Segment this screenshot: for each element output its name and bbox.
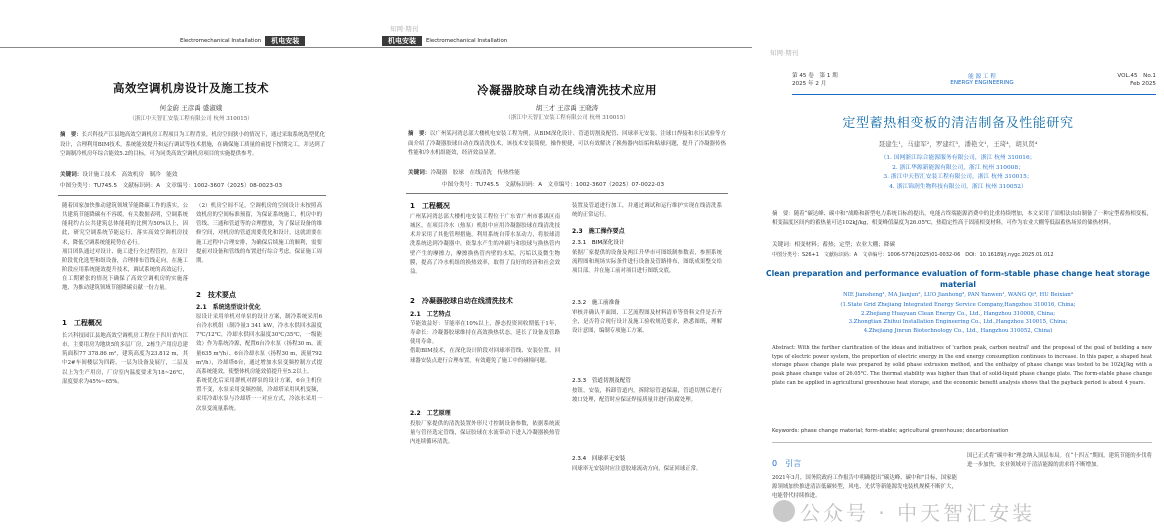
- abstract: [60, 131, 325, 160]
- source-watermark: 知网·期刊: [770, 49, 799, 57]
- header-rule: [382, 47, 752, 48]
- body-column-2c: 审核并确认平面图、工艺流程图及材料清单等资料文件是否齐全，是否符合现行设计及施工验收规范要求，熟悉图纸，理解设计意图，编制专项施工方案。: [572, 310, 722, 335]
- journal-name-zh: 能 源 工 程: [968, 74, 996, 80]
- article-title-en: Clean preparation and performance evaluation of form-stable phase change heat storage material: [766, 269, 1150, 289]
- keywords-zh: 关键词：相变材料；蓄热；定型；农业大棚；降碳: [772, 242, 896, 248]
- article-title: 定型蓄热相变板的清洁制备及性能研究: [842, 116, 1074, 131]
- subsection-heading: 2.1 工艺特点: [410, 311, 451, 318]
- keywords-text: 冷凝器 胶球 在线清洗 传热性能: [430, 170, 520, 176]
- section-heading: 2 技术要点: [196, 291, 236, 299]
- affiliation-line-en: 3.Zhongtian Zhihui Installation Engineering Co., Ltd.,Hangzhou 310015, China;: [848, 319, 1068, 326]
- body-column-2e: 回球率无安装时应注意胶球流动方向，保证回球正常。: [572, 466, 702, 472]
- abstract-rule: [406, 193, 728, 194]
- document-page-2: [382, 0, 752, 532]
- subsection-heading: 2.3.2 施工前准备: [572, 300, 620, 306]
- affiliation-line: 3. 浙江中天智汇安装工程有限公司，浙江 杭州 310015；: [883, 174, 1033, 180]
- section-heading: 2 冷凝器胶球自动在线清洗技术: [410, 297, 513, 305]
- subsection-heading: 2.3 施工操作要点: [572, 228, 625, 235]
- body-column-1c: 投胶厂家提供的清洗装置外形尺寸控制设备参数，依据系统流量与管径选定管线，保证胶球在水流带动下进入冷凝器换热管内连续循环清洗。: [410, 421, 560, 446]
- article-title: 高效空调机房设计及施工技术: [113, 81, 269, 95]
- source-watermark: 知网·期刊: [390, 25, 419, 33]
- body-column-1: 随着国家加快推动建筑领域节能降碳工作的落实，公共建筑节能降碳有不容缓，有关数据表明，空调系统能耗约占公共建筑总体能耗的比例为50%以上，因此，研究空调系统节能运行，落实高效空调机房技术，降低空调系统能耗势在必行。 项目团队通过对设计、施工进行全过程管控，在设计阶段优化选型和组设备，合理排布管线走向，在施工阶段应用系统能效提升技术，调试系统的高效运行，在工期紧张的情况下确保了高效空调机房的实施落地，为推动建筑领域节能降碳贡献一份力量。: [62, 203, 188, 292]
- body-column-2d: 按钮，安装，拆卸管道内，拆除原管道保温，管道切割后进行坡口处理，配管时应保证焊接质量并进行防腐处理。: [572, 388, 722, 404]
- page-header: [180, 36, 305, 46]
- article-authors-en: NIE Jiansheng¹, MA Jianjun², LUO Jianhong³, PAN Yanwen¹, WANG Qi⁴, HU Beixian⁴: [843, 292, 1073, 298]
- keywords: [60, 170, 178, 178]
- keywords: [408, 168, 520, 176]
- body-column-1b: 长兴科技园江县地高效空调机房工程位于四川省内江市，主要用房为地块5的多层厂房，2栋生产用房总建筑面积77 378.86 m²，建筑高度为23.812 m，其中2#车间楼层为四跨，一层为设备及展厅，二层及以上为生产用房，厂房室内温度要求为18~26℃，湿度要求为45%~65%。: [62, 333, 188, 385]
- subsection-heading: 2.3.1 BIM深化设计: [572, 240, 625, 246]
- subsection-heading: 2.1 系统选型设计优化: [196, 304, 261, 311]
- section-heading: 0 引言: [772, 459, 802, 468]
- article-authors: 聂建生¹，马建军²，罗建红³，潘艳文¹，王琦⁴，胡贝贤⁴: [878, 140, 1038, 148]
- abstract-text: 以广州某河湾总部大楼机电安装工程为例，从BIM深化设计、管道切割及配管、回球率无安装、注球口焊接和水压试验等方面介绍了冷凝器胶球自动在线清洗技术，该技术安装简便，操作便捷，可以有效解决了换热器内结垢和粘球问题，提升了冷凝器传热性能和冷水机组能效，经济效益显著。: [408, 131, 726, 156]
- body-column-2b: 依据厂家提供的设备及两江升华市可图纸制参数表，参照系统流程图和现场实际条件进行设备及管路排布，图纸成果整交给项目部，并在施工前对项目进行图纸交底。: [572, 250, 722, 275]
- affiliation-line-en: (1.State Grid Zhejiang Integrated Energy Service Company,Hangzhou 310016, China;: [840, 302, 1076, 308]
- classification-line: 中图分类号：TU745.5 文献标识码：A 文章编号：1002-3607（2025）07-0022-03: [442, 182, 665, 188]
- subsection-heading: 2.2 工艺原理: [410, 410, 451, 417]
- abstract-en: Abstract: With the further clarification of the ideas and initiatives of 'carbon peak, carbon neutral' and the proposal of the goal of building a new type of electric power system, the proportion of electric energy in the end energy consumption continues to increase. In this paper, a shaped heat storage phase change plate was prepared by solid phase extrusion method, and the enthalpy of phase change was tested to be 102kJ/kg with a peak phase change value of 26.05℃. The thermal stability was higher than that of solid-liquid phase change plate. The form-stable phase change plate can be applied in agricultural greenhouse heat storage, and the economic benefit analysis shows that the payback period is about 4 years.: [772, 345, 1152, 386]
- article-affiliation: （浙江中天智汇安装工程有限公司 杭州 310015）: [129, 116, 253, 122]
- page-header: [382, 36, 507, 46]
- body-column-2: （2）机房空间不足，空调机房的空间设计未按照高效机房的空间标准预留，为保证系统施工，机房中的管线、三通和管道等的合理摆放，为了保证设备的维修空间，对机房的管道需要优化和设计，这就需要在施工过程中合理安排，为确保后续施工的顺利，需要提前对设备和管线的布置进行综合考虑，保证施工周期。: [196, 203, 322, 264]
- affiliation-line: 4. 浙江锦润生物科技有限公司，浙江 杭州 310052）: [889, 183, 1027, 190]
- abstract: [408, 130, 726, 159]
- body-column-1b: 节能效益好：节能率在10%以上，静态投资回收期低于1年，寿命长：冷凝器胶球维持在高效换热状态，延长了设备及管路使用寿命。 借助BIM技术，在深化设计阶段对回球率管线、安装位置、回球器安装点进行合理布置，有效避免了施工中的碰撞问题。: [410, 321, 560, 364]
- subsection-heading: 2.3.4 回球率无安装: [572, 456, 626, 462]
- affiliation-line: 2. 浙江华源新能源有限公司，浙江 杭州 310008；: [892, 164, 1024, 171]
- classification-line: 中图分类号：S26+1 文献标识码：A 文章编号：1006-5776(2025)01-0032-06 DOI：10.16189/j.nygc.2025.01.012: [772, 252, 1054, 258]
- affiliation-line: （1. 国网浙江综合能源服务有限公司，浙江 杭州 310016；: [880, 155, 1036, 161]
- header-en: Electromechanical Installation: [180, 38, 262, 44]
- section-heading: 1 工程概况: [62, 319, 102, 327]
- header-rule: [0, 47, 382, 48]
- header-tag: 机电安装: [265, 36, 305, 46]
- article-title: 冷凝器胶球自动在线清洗技术应用: [477, 83, 657, 97]
- article-affiliation: （浙江中天智汇安装工程有限公司 杭州 310015）: [505, 115, 629, 121]
- classification-line: 中图分类号：TU745.5 文献标识码：A 文章编号：1002-3607（2025）08-0023-03: [60, 183, 283, 189]
- abstract-text: 长兴科技产江县地高效空调机房工程项目为工程背景，机房空间狭小的情况下，通过采取系统选型优化设计，合理利用BIM技术，系统能效提升和运行调试等技术措施，在确保施工质量的前提下按期完工，并达到了空调制冷机房年综合能效5.2的目标，可为同类高效空调机房项目的实施提供参考。: [60, 132, 325, 157]
- journal-issue: 第 45 卷 第 1 期 2025 年 2 月: [792, 73, 838, 87]
- journal-volume: VOL.45 No.1 Feb 2025: [1117, 73, 1156, 87]
- watermark-logo-icon: [773, 500, 795, 522]
- keywords-label: 关键词：: [408, 170, 431, 176]
- abstract-label: 摘 要：: [60, 132, 82, 138]
- section-heading: 1 工程概况: [410, 202, 450, 210]
- abstract-zh: 摘 要：随着“碳达峰、碳中和”战略和新型电力系统目标的提出，电能占终端能源消费中的比重持续增加，本文采用了固相法由由制备了一种定型蓄热相变板，相变温度区间内的蓄热量可达102kJ/kg，相变峰值温度为26.05℃，热稳定性高于固液相变材料，可作为农业大棚等低温蓄热场景的储热材料。: [772, 211, 1152, 226]
- body-column-2: 装置及管道进行加工，并通过调试和运行维护实现在线清洗系统的正常运行。: [572, 203, 722, 219]
- keywords-text: 设计施工技术 高效机房 制冷 能效: [82, 172, 178, 178]
- article-authors: 何金蔚 王彦禹 盛淑娥: [159, 104, 223, 112]
- header-tag: 机电安装: [382, 36, 422, 46]
- journal-header: [792, 72, 1156, 94]
- body-column-2b: 原设计采用单机对单泵的设计方案，制冷系统采用6台冷水机组（制冷量3 341 kW，冷水水供回水温度7℃/12℃，冷却水供回水温度30℃/35℃，一级能效）作为系统冷源，配置6台冷水泵（扬程30 m，流量635 m³/h）、6台冷却水泵（扬程30 m，流量792 m³/h），冷却塔6台，通过增加水泵变频控制方式提高系统能效，使整体机房能效值提升至5.2以上。 系统优化后采用群机对群泵的设计方案，6台主机位置不变，水泵采用变频控制，冷却塔采用风机变频，采用冷却水泵与冷却塔一一对应方式，冷冻水采用一次泵变流量系统。: [196, 314, 322, 412]
- document-page-1: [0, 0, 382, 532]
- intro-column-1: 2021年3月，国务院政府工作报告中明确提出“碳达峰、碳中和”目标，国家能源领域加快推进清洁低碳转型，风电、光伏等新能源发电装机规模不断扩大，电能替代持续推进。: [772, 475, 957, 500]
- article-authors: 胡三才 王彦禹 王晓涛: [535, 104, 599, 112]
- abstract-rule: [772, 442, 1152, 443]
- keywords-label: 关键词：: [60, 172, 83, 178]
- journal-name-en: ENERGY ENGINEERING: [950, 80, 1014, 86]
- watermark-text: 公众号 · 中天智汇安装: [800, 501, 1036, 525]
- affiliation-line-en: 4.Zhejiang Jinrun Biotechnology Co., Ltd., Hangzhou 310052, China): [863, 327, 1053, 334]
- subsection-heading: 2.3.3 管道切割及配管: [572, 378, 631, 384]
- body-column-1: 广州某河湾总部大楼机电安装工程位于广东省广州市番禺区南城区，在项目冷水（热泵）机组中应用冷凝器胶球在线清洗技术并采用了其他管理措施，利用系统自带水泵动力，将胶球清洗系统送到冷凝器中，依靠水产生的冲刷与和胶球与换热管内壁产生的摩擦力，摩擦换热管内壁的水垢，污垢以及微生物膜，提高了冷水机组的换热效率，取得了良好的经济和社会效益。: [410, 214, 560, 275]
- abstract-label: 摘 要：: [408, 131, 430, 137]
- journal-rule: [792, 94, 1156, 95]
- keywords-en: Keywords: phase change material; form-stable; agricultural greenhouse; decarbonisation: [772, 428, 1009, 434]
- affiliation-line-en: 2.Zhejiang Huayuan Clean Energy Co., Ltd., Hangzhou 310008, China;: [860, 310, 1056, 317]
- document-page-3: [752, 0, 1164, 532]
- intro-column-2: 国已正式将“碳中和”理念纳入顶层布局。在“十四五”期间，建筑节能的步伐将进一步加快，农业领域对于清洁能源的需求将不断增加。: [967, 453, 1152, 469]
- abstract-rule: [58, 195, 326, 196]
- header-en: Electromechanical Installation: [426, 38, 508, 44]
